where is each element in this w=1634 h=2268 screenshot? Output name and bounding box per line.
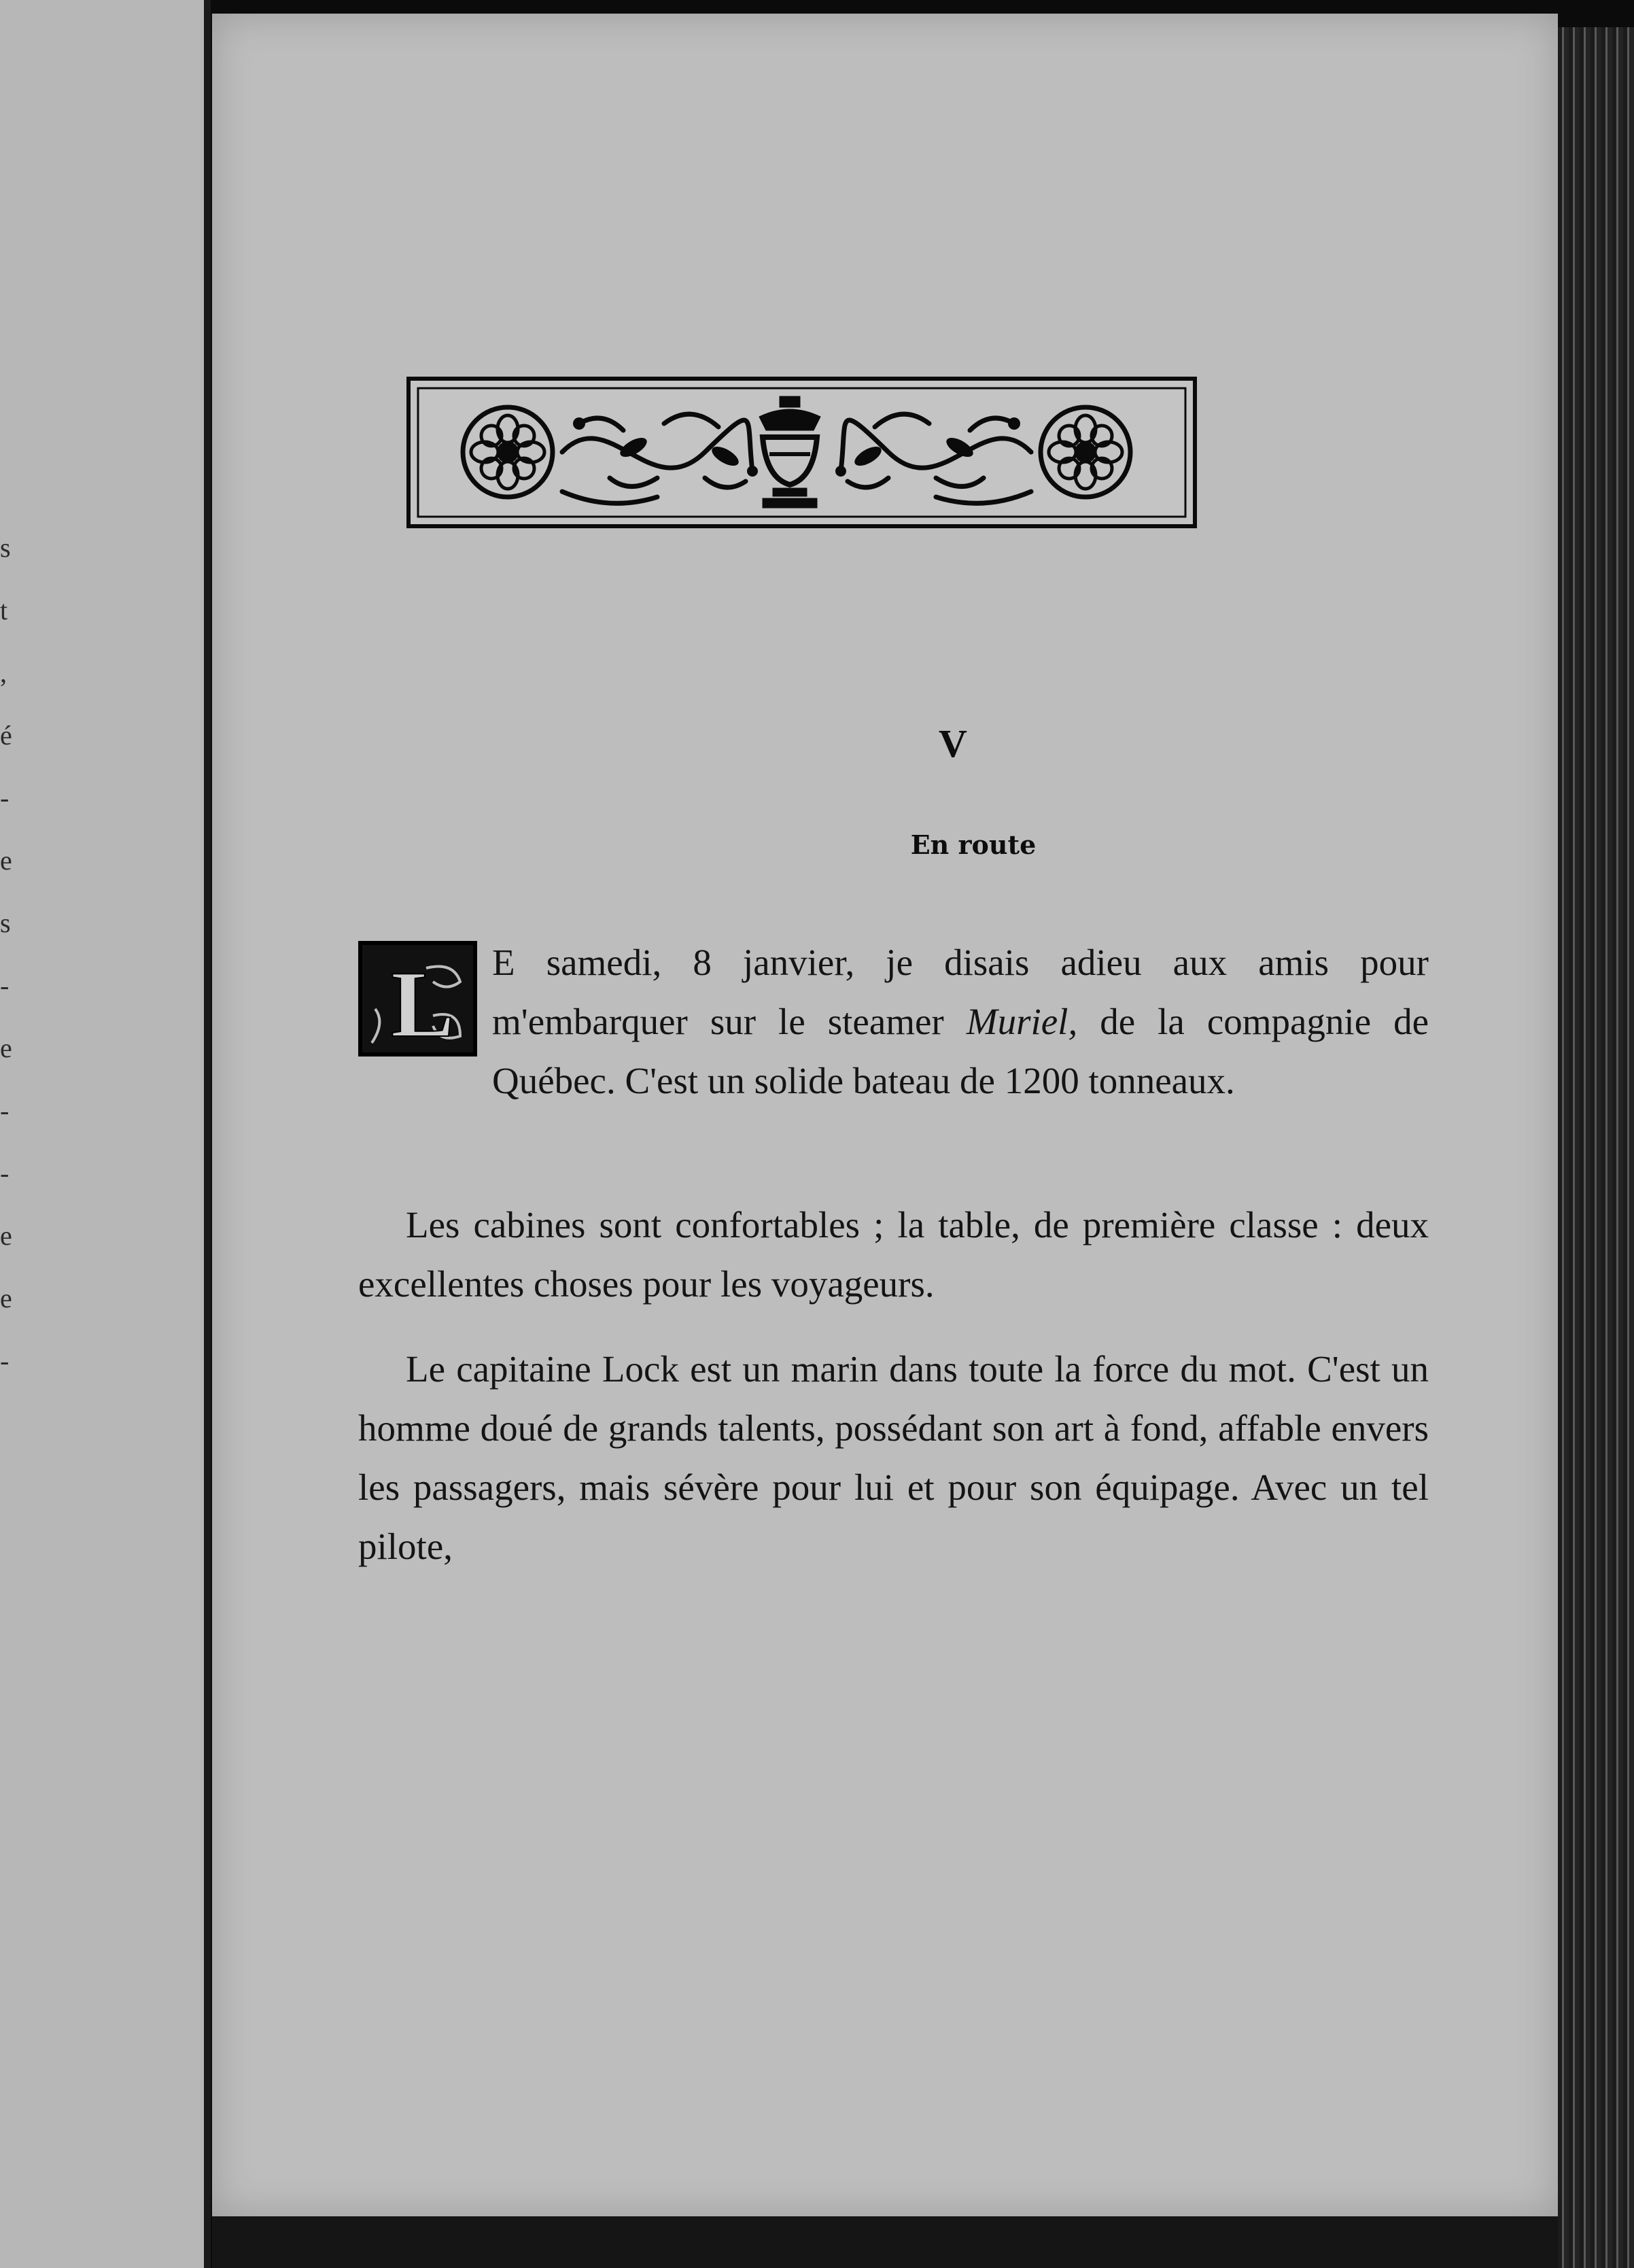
bottom-shadow — [212, 2216, 1558, 2268]
fragment: - — [0, 1095, 10, 1126]
fragment: s — [0, 908, 11, 938]
ship-name: Muriel, — [966, 1001, 1078, 1042]
fragment: - — [0, 1158, 10, 1188]
previous-page-edge — [0, 0, 211, 2268]
paragraph-1-text: E samedi, 8 janvier, je disais adieu aux amis pour m'embarquer sur le steamer — [492, 942, 1429, 1042]
previous-page-fragments — [0, 517, 16, 1392]
fragment: , — [0, 657, 7, 688]
drop-cap-letter: L — [391, 952, 455, 1056]
fragment: e — [0, 845, 12, 876]
paragraph-2: Les cabines sont confortables ; la table, de première classe : deux excellentes choses pour les voyageurs. — [358, 1204, 1429, 1305]
chapter-number: V — [939, 721, 967, 766]
fragment: e — [0, 1033, 12, 1063]
fragment: t — [0, 595, 8, 625]
paragraph-1 — [358, 933, 1429, 1169]
book-page — [212, 14, 1558, 2216]
paragraph-1-text-end: de la compagnie de Québec. C'est un solide bateau de 1200 tonneaux. — [492, 1001, 1429, 1101]
fragment: - — [0, 970, 10, 1001]
paragraph-3: Le capitaine Lock est un marin dans toute la force du mot. C'est un homme doué de grands talents, possédant son art à fond, affable envers les passagers, mais sévère pour lui et pour son équipage. Avec un tel pilote, — [358, 1348, 1429, 1567]
fragment: s — [0, 532, 11, 563]
fragment: é — [0, 720, 12, 751]
drop-cap-initial — [358, 941, 477, 1056]
fragment: e — [0, 1220, 12, 1251]
chapter-title: En route — [910, 829, 1037, 860]
ornamental-headpiece — [406, 376, 1198, 529]
book-block-edge — [1558, 27, 1634, 2268]
body-text — [358, 933, 1429, 1602]
fragment: e — [0, 1283, 12, 1313]
fragment: - — [0, 1345, 10, 1376]
fragment: - — [0, 783, 10, 813]
